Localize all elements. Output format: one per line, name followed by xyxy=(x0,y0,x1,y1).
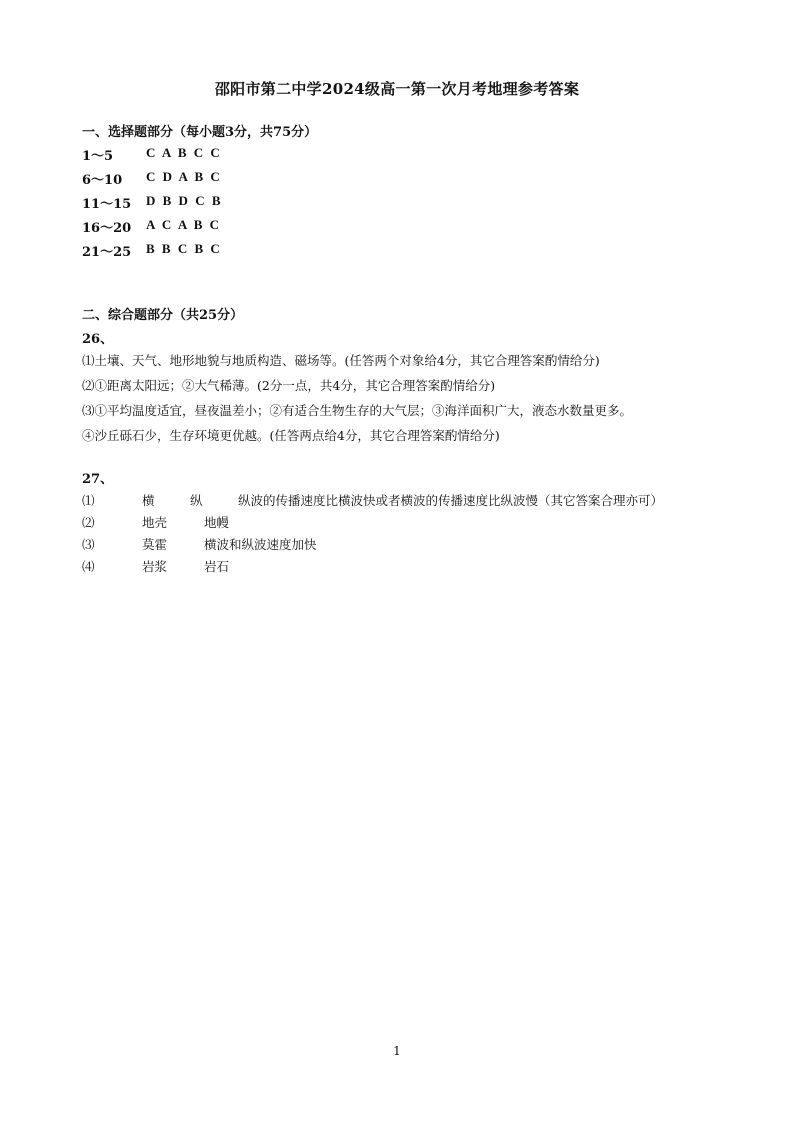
mc-range: 6～10 xyxy=(82,173,123,188)
question-26-answer-line: ④沙丘砾石少，生存环境更优越。(任答两点给4分，其它合理答案酌情给分) xyxy=(82,428,500,443)
sub-question-number: ⑴ xyxy=(82,493,95,508)
mc-answer-row xyxy=(82,241,222,260)
mc-answer-row xyxy=(82,169,222,188)
mc-answers: C A B C C xyxy=(146,145,222,160)
question-26-answer-line: ⑵①距离太阳远；②大气稀薄。(2分一点，共4分，其它合理答案酌情给分) xyxy=(82,378,496,393)
mc-range: 1～5 xyxy=(82,149,114,164)
answer-blank: 地幔 xyxy=(204,515,230,530)
mc-range: 21～25 xyxy=(82,245,132,260)
answer-blank: 横 xyxy=(142,493,155,508)
page-number: 1 xyxy=(393,1044,401,1058)
section2-heading: 二、综合题部分（共25分） xyxy=(82,308,244,323)
mc-range: 11～15 xyxy=(82,197,132,212)
question-26-answer-line: ⑴土壤、天气、地形地貌与地质构造、磁场等。(任答两个对象给4分，其它合理答案酌情给分) xyxy=(82,353,600,368)
sub-question-number: ⑵ xyxy=(82,515,95,530)
mc-answer-row xyxy=(82,217,221,236)
answer-blank: 岩石 xyxy=(204,559,230,574)
answer-blank: 纵 xyxy=(190,493,203,508)
mc-answer-row xyxy=(82,145,222,164)
answer-blank: 横波和纵波速度加快 xyxy=(204,537,317,552)
question-27-label: 27、 xyxy=(82,472,114,487)
section1-heading: 一、选择题部分（每小题3分，共75分） xyxy=(82,125,318,140)
answer-blank: 莫霍 xyxy=(142,537,168,552)
answer-blank: 地壳 xyxy=(142,515,168,530)
mc-answers: A C A B C xyxy=(146,217,222,232)
question-26-answer-line: ⑶①平均温度适宜，昼夜温差小；②有适合生物生存的大气层；③海洋面积广大，液态水数量更多。 xyxy=(82,403,633,418)
mc-answers: C D A B C xyxy=(146,169,222,184)
page-title: 邵阳市第二中学2024级高一第一次月考地理参考答案 xyxy=(214,80,580,98)
sub-question-number: ⑶ xyxy=(82,537,95,552)
answer-blank: 纵波的传播速度比横波快或者横波的传播速度比纵波慢（其它答案合理亦可） xyxy=(238,493,664,508)
mc-range: 16～20 xyxy=(82,221,132,236)
question-26-label: 26、 xyxy=(82,332,114,347)
mc-answers: B B C B C xyxy=(146,241,222,256)
mc-answers: D B D C B xyxy=(146,193,223,208)
sub-question-number: ⑷ xyxy=(82,559,95,574)
answer-blank: 岩浆 xyxy=(142,559,168,574)
mc-answer-row xyxy=(82,193,223,212)
